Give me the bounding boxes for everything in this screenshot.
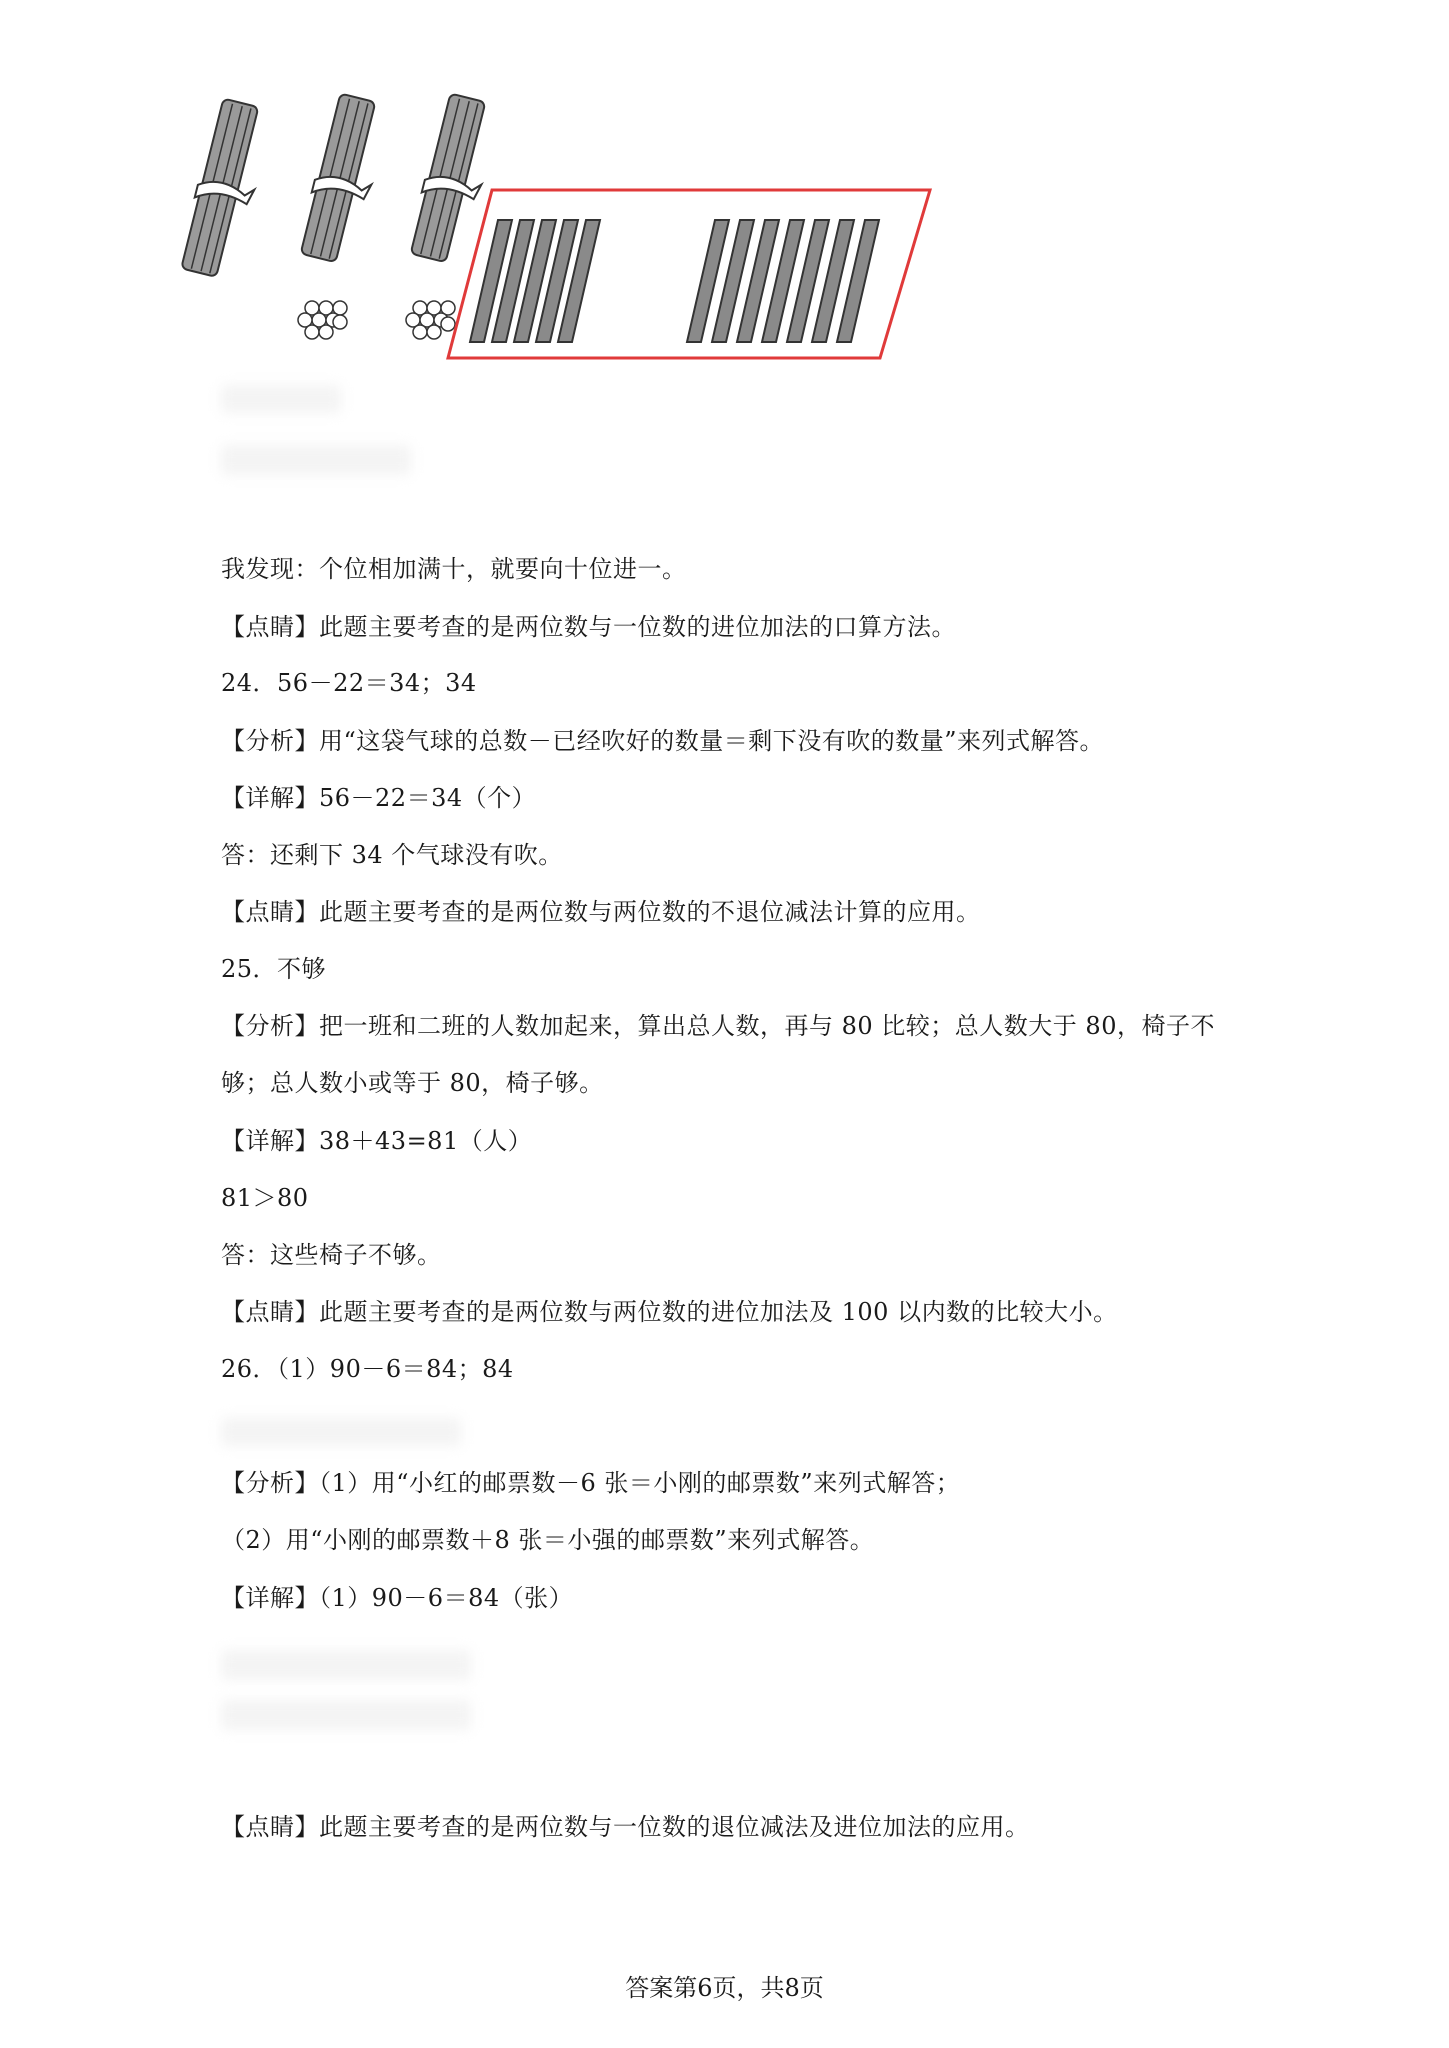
single-sticks-group-b	[687, 220, 879, 342]
text-line: 【详解】56－22＝34（个）	[221, 784, 537, 812]
text-line: 答：这些椅子不够。	[221, 1241, 442, 1269]
text-line: 答：还剩下 34 个气球没有吹。	[221, 841, 563, 869]
text-line: 81＞80	[221, 1184, 309, 1212]
bundle-of-ten-icon	[407, 92, 501, 266]
bundle-end-circles	[298, 301, 347, 339]
single-sticks-group-a	[470, 220, 600, 342]
text-line: 【分析】（1）用“小红的邮票数－6 张＝小刚的邮票数”来列式解答；	[221, 1469, 961, 1497]
bundle-of-ten-icon	[177, 97, 274, 280]
text-line: 【分析】用“这袋气球的总数－已经吹好的数量＝剩下没有吹的数量”来列式解答。	[221, 727, 1105, 755]
question-24-answer: 24．56－22＝34；34	[221, 669, 477, 697]
question-26-answer: 26．（1）90－6＝84；84	[221, 1355, 514, 1383]
bundle-of-ten-icon	[297, 92, 391, 266]
erased-area	[221, 385, 341, 413]
text-line: 【点睛】此题主要考查的是两位数与两位数的进位加法及 100 以内数的比较大小。	[221, 1298, 1118, 1326]
text-line: 【点睛】此题主要考查的是两位数与一位数的退位减法及进位加法的应用。	[221, 1813, 1030, 1841]
bundle-end-circles	[406, 301, 455, 339]
text-line: 【详解】38＋43=81（人）	[221, 1127, 533, 1155]
erased-area	[221, 1650, 471, 1680]
stick-bundle-illustration	[0, 0, 1449, 420]
text-line: 【点睛】此题主要考查的是两位数与一位数的进位加法的口算方法。	[221, 613, 956, 641]
text-line: 我发现：个位相加满十，就要向十位进一。	[221, 555, 687, 583]
question-25-answer: 25．不够	[221, 955, 327, 983]
text-line: 【点睛】此题主要考查的是两位数与两位数的不退位减法计算的应用。	[221, 898, 981, 926]
text-line: 够；总人数小或等于 80，椅子够。	[221, 1069, 604, 1097]
text-line: 【详解】（1）90－6＝84（张）	[221, 1584, 574, 1612]
erased-area	[221, 1418, 461, 1446]
erased-area	[221, 1700, 471, 1730]
erased-area	[221, 445, 411, 475]
page-footer: 答案第6页，共8页	[625, 1974, 824, 2002]
text-line: （2）用“小刚的邮票数＋8 张＝小强的邮票数”来列式解答。	[221, 1526, 875, 1554]
text-line: 【分析】把一班和二班的人数加起来，算出总人数，再与 80 比较；总人数大于 80，椅子不	[221, 1012, 1215, 1040]
